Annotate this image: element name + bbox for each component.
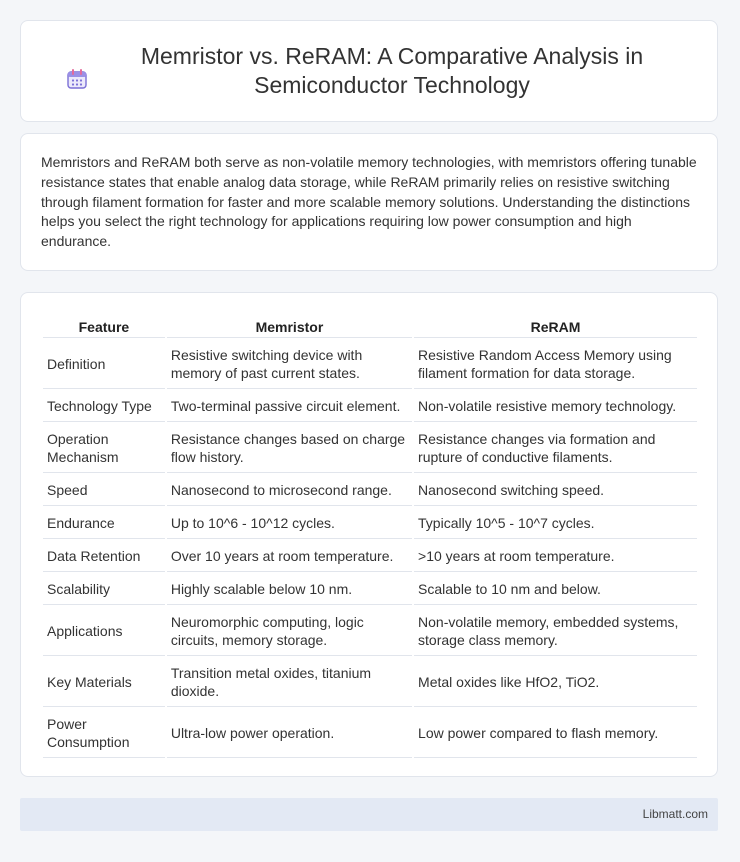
calendar-icon — [66, 68, 88, 90]
footer-bar — [20, 798, 718, 831]
memristor-cell: Nanosecond to microsecond range. — [167, 475, 412, 506]
feature-cell: Scalability — [43, 574, 165, 605]
feature-cell: Key Materials — [43, 658, 165, 707]
reram-cell: Typically 10^5 - 10^7 cycles. — [414, 508, 697, 539]
feature-cell: Power Consumption — [43, 709, 165, 758]
page-title: Memristor vs. ReRAM: A Comparative Analysis in Semiconductor Technology — [140, 43, 644, 98]
table-row — [43, 508, 697, 539]
reram-cell: >10 years at room temperature. — [414, 541, 697, 572]
header-card — [20, 20, 718, 122]
memristor-cell: Transition metal oxides, titanium dioxide. — [167, 658, 412, 707]
feature-cell: Definition — [43, 340, 165, 389]
intro-text: Memristors and ReRAM both serve as non-volatile memory technologies, with memristors offering tunable resistance states that enable analog data storage, while ReRAM primarily relies on resistive switching through filament formation for faster and more scalable memory solutions. Understanding the distinctions helps you select the right technology for applications requiring low power consumption and high endurance. — [41, 154, 697, 250]
reram-cell: Resistance changes via formation and rupture of conductive filaments. — [414, 424, 697, 473]
table-row — [43, 424, 697, 473]
reram-cell: Metal oxides like HfO2, TiO2. — [414, 658, 697, 707]
feature-cell: Speed — [43, 475, 165, 506]
feature-cell: Technology Type — [43, 391, 165, 422]
header-feature: Feature — [43, 315, 165, 338]
memristor-cell: Up to 10^6 - 10^12 cycles. — [167, 508, 412, 539]
reram-cell: Low power compared to flash memory. — [414, 709, 697, 758]
memristor-cell: Over 10 years at room temperature. — [167, 541, 412, 572]
memristor-cell: Highly scalable below 10 nm. — [167, 574, 412, 605]
reram-cell: Non-volatile memory, embedded systems, storage class memory. — [414, 607, 697, 656]
footer-brand-link[interactable]: Libmatt.com — [642, 807, 708, 821]
feature-cell: Operation Mechanism — [43, 424, 165, 473]
reram-cell: Non-volatile resistive memory technology. — [414, 391, 697, 422]
memristor-cell: Two-terminal passive circuit element. — [167, 391, 412, 422]
table-row — [43, 391, 697, 422]
feature-cell: Applications — [43, 607, 165, 656]
header-reram: ReRAM — [414, 315, 697, 338]
reram-cell: Nanosecond switching speed. — [414, 475, 697, 506]
memristor-cell: Resistive switching device with memory of past current states. — [167, 340, 412, 389]
table-row — [43, 541, 697, 572]
table-header-row — [43, 315, 697, 338]
table-row — [43, 607, 697, 656]
title-wrap — [21, 42, 717, 100]
header-memristor: Memristor — [167, 315, 412, 338]
memristor-cell: Resistance changes based on charge flow history. — [167, 424, 412, 473]
table-row — [43, 475, 697, 506]
memristor-cell: Neuromorphic computing, logic circuits, memory storage. — [167, 607, 412, 656]
memristor-cell: Ultra-low power operation. — [167, 709, 412, 758]
intro-card — [20, 133, 718, 271]
table-card — [20, 292, 718, 777]
reram-cell: Scalable to 10 nm and below. — [414, 574, 697, 605]
comparison-table — [41, 313, 699, 760]
reram-cell: Resistive Random Access Memory using filament formation for data storage. — [414, 340, 697, 389]
table-row — [43, 574, 697, 605]
table-row — [43, 709, 697, 758]
feature-cell: Data Retention — [43, 541, 165, 572]
feature-cell: Endurance — [43, 508, 165, 539]
table-row — [43, 340, 697, 389]
table-row — [43, 658, 697, 707]
